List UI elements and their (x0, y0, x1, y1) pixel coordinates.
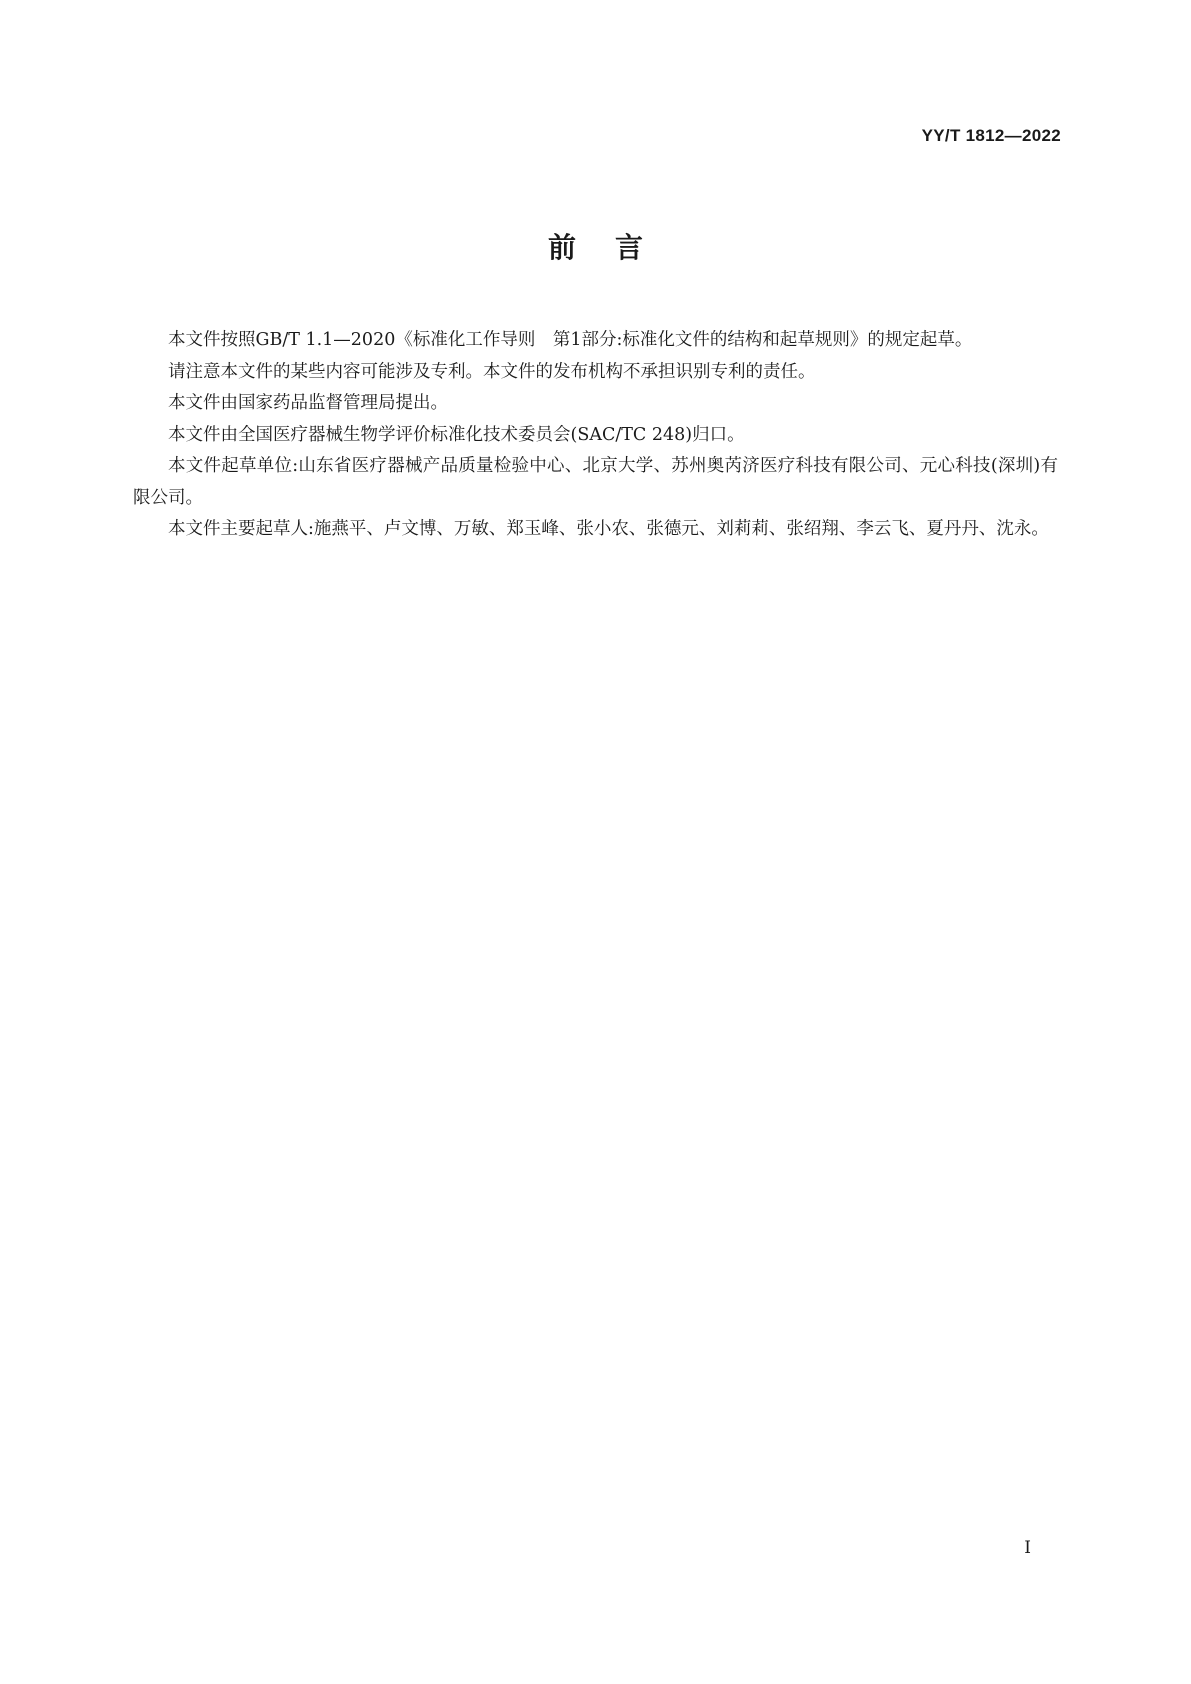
paragraph-drafting-units: 本文件起草单位:山东省医疗器械产品质量检验中心、北京大学、苏州奥芮济医疗科技有限公司、元心科技(深圳)有限公司。 (133, 456, 1058, 508)
standard-code: YY/T 1812—2022 (921, 126, 1061, 145)
foreword-body (133, 325, 1058, 546)
page-title: 前 言 (548, 231, 643, 264)
page-number: I (1024, 1538, 1031, 1558)
paragraph-drafting-rules: 本文件按照GB/T 1.1—2020《标准化工作导则 第1部分:标准化文件的结构和起草规则》的规定起草。 (168, 330, 973, 350)
paragraph-patent-notice: 请注意本文件的某些内容可能涉及专利。本文件的发布机构不承担识别专利的责任。 (168, 361, 816, 382)
paragraph-committee: 本文件由全国医疗器械生物学评价标准化技术委员会(SAC/TC 248)归口。 (168, 424, 745, 445)
paragraph-proposer: 本文件由国家药品监督管理局提出。 (168, 393, 448, 413)
paragraph-drafters: 本文件主要起草人:施燕平、卢文博、万敏、郑玉峰、张小农、张德元、刘莉莉、张绍翔、李云飞、夏丹丹、沈永。 (168, 519, 1049, 539)
